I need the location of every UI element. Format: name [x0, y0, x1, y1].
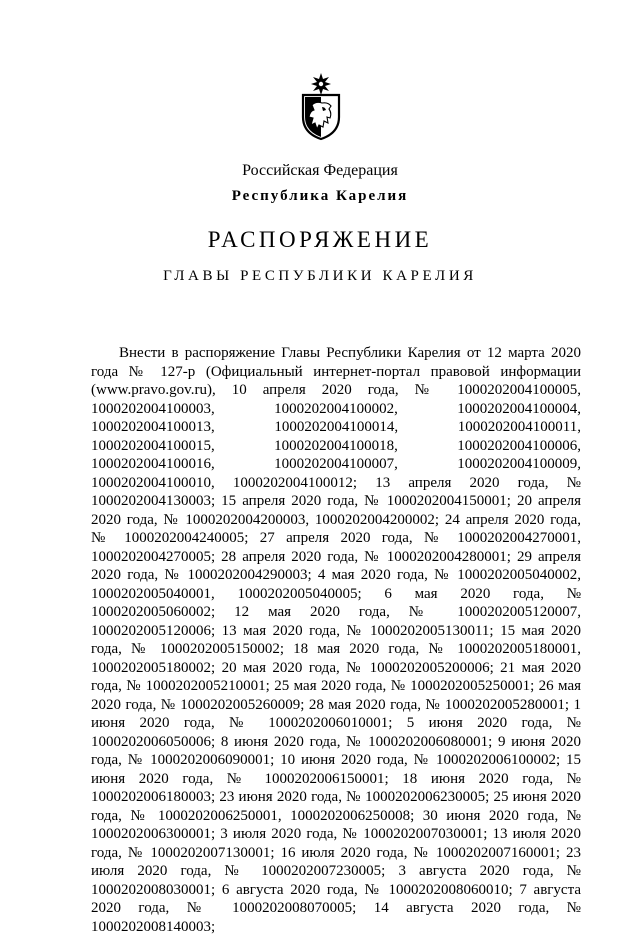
document-issuer-title: ГЛАВЫ РЕСПУБЛИКИ КАРЕЛИЯ	[163, 268, 477, 284]
document-type-title: РАСПОРЯЖЕНИЕ	[207, 227, 433, 252]
document-body	[91, 344, 581, 936]
body-paragraph: Внести в распоряжение Главы Республики Карелия от 12 марта 2020 года № 127-р (Официальный интернет-портал правовой информации (www.pravo.gov.ru), 10 апреля 2020 года, № 1000202004100005, 1000202004100003, 1000202004100002, 1000202004100004, 1000202004100013, 1000202004100014, 1000202004100011, 1000202004100015, 1000202004100018, 1000202004100006, 1000202004100016, 1000202004100007, 1000202004100009, 1000202004100010, 1000202004100012; 13 апреля 2020 года, № 1000202004130003; 15 апреля 2020 года, № 1000202004150001; 20 апреля 2020 года, № 1000202004200003, 1000202004200002; 24 апреля 2020 года, № 1000202004240005; 27 апреля 2020 года, № 1000202004270001, 1000202004270005; 28 апреля 2020 года, № 1000202004280001; 29 апреля 2020 года, № 1000202004290003; 4 мая 2020 года, № 1000202005040002, 1000202005040001, 1000202005040005; 6 мая 2020 года, № 1000202005060002; 12 мая 2020 года, № 1000202005120007, 1000202005120006; 13 мая 2020 года, № 1000202005130011; 15 мая 2020 года, № 1000202005150002; 18 мая 2020 года, № 1000202005180001, 1000202005180002; 20 мая 2020 года, № 1000202005200006; 21 мая 2020 года, № 1000202005210001; 25 мая 2020 года, № 1000202005250001; 26 мая 2020 года, № 1000202005260009; 28 мая 2020 года, № 1000202005280001; 1 июня 2020 года, № 1000202006010001; 5 июня 2020 года, № 1000202006050006; 8 июня 2020 года, № 1000202006080001; 9 июня 2020 года, № 1000202006090001; 10 июня 2020 года, № 1000202006100002; 15 июня 2020 года, № 1000202006150001; 18 июня 2020 года, № 1000202006180003; 23 июня 2020 года, № 1000202006230005; 25 июня 2020 года, № 1000202006250001, 1000202006250008; 30 июня 2020 года, № 1000202006300001; 3 июля 2020 года, № 1000202007030001; 13 июля 2020 года, № 1000202007130001; 16 июля 2020 года, № 1000202007160001; 23 июля 2020 года, № 1000202007230005; 3 августа 2020 года, № 1000202008030001; 6 августа 2020 года, № 1000202008060010; 7 августа 2020 года, № 1000202008070005; 14 августа 2020 года, № 1000202008140003;	[91, 345, 581, 935]
country-title: Российская Федерация	[242, 162, 398, 179]
republic-title: Республика Карелия	[231, 188, 409, 204]
karelia-coat-of-arms-icon	[298, 71, 344, 141]
